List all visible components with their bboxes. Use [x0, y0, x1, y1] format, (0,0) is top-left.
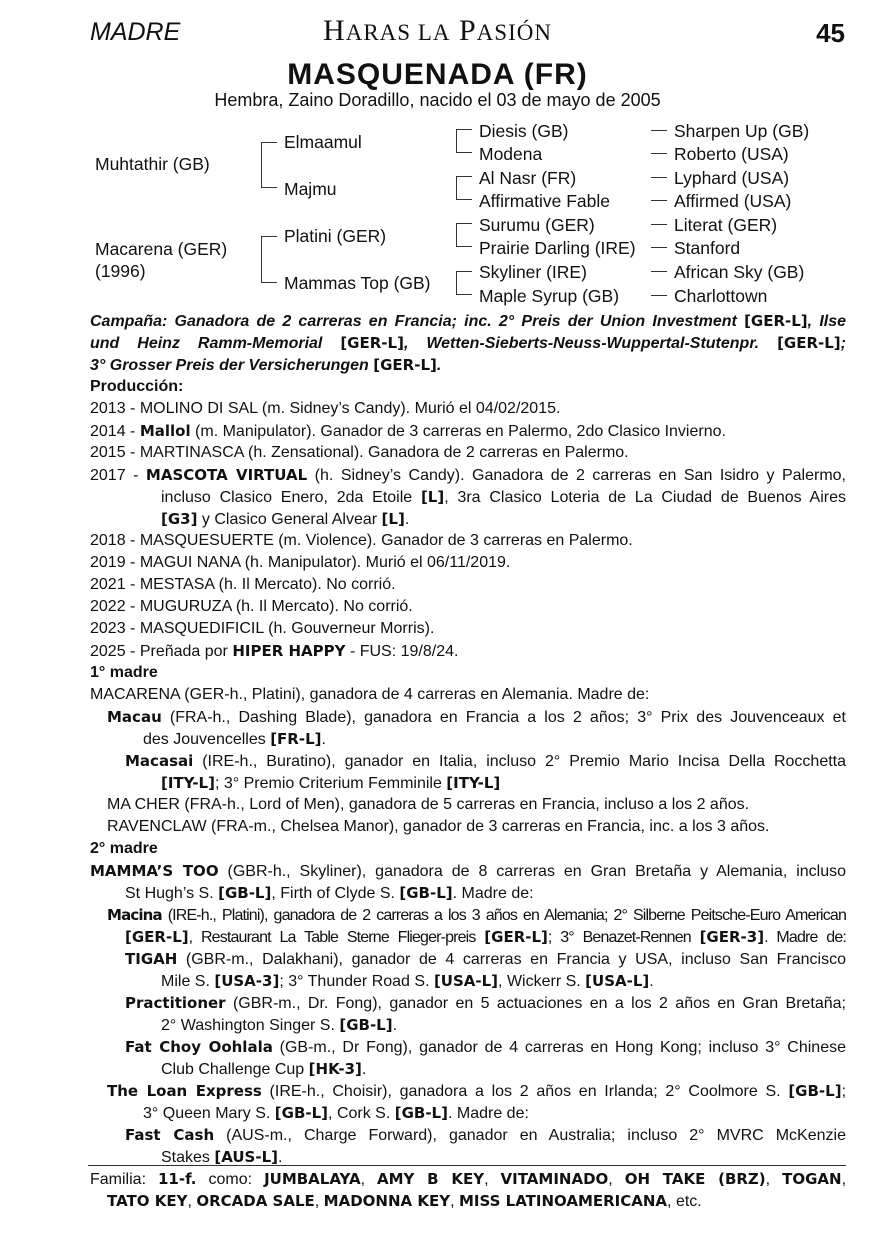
offspring-2018: 2018 - MASQUESUERTE (m. Violence). Ganador de 3 carreras en Palermo. — [90, 532, 633, 549]
document-body: Campaña: Ganadora de 2 carreras en Francia; inc. 2° Preis der Union Investment [GER-L], Ilse und Heinz Ramm-Memorial [GER-L], Wetten-Sieberts-Neuss-Wuppertal-Stutenpr. [GER-L]; 3° Grosser Preis der Versicherungen [GER-L]. Producción: 2013 - MOLINO DI SAL (m. Sidney’s Candy). Murió el 04/02/2015. 2014 - Mallol (m. Manipulator). Ganador de 3 carreras en Palermo, 2do Clasico Invierno. 2015 - MARTINASCA (h. Zensational). Ganadora de 2 carreras en Palermo. 2017 - MASCOTA VIRTUAL (h. Sidney’s Candy). Ganadora de 2 carreras en San Isidro y Palermo, incluso Clasico Enero, 2da Etoile [L], 3ra Clasico Loteria de La Ciudad de Buenos Aires [G3] y Clasico General Alvear [L]. 2018 - MASQUESUERTE (m. Violence). Ganador de 3 carreras en Palermo. 2019 - MAGUI NANA (h. Manipulator). Murió el 06/11/2019. 2021 - MESTASA (h. Il Mercato). No corrió. 2022 - MUGURUZA (h. Il Mercato). No corrió. 2023 - MASQUEDIFICIL (h. Gouverneur Morris). 2025 - Preñada por HIPER HAPPY - FUS: 19/8/24. 1° madre MACARENA (GER-h., Platini), ganadora de 4 carreras en Alemania. Madre de: Macau (FRA-h., Dashing Blade), ganadora en Francia a los 2 años; 3° Prix des Jouvenceaux et des Jouvencelles [FR-L]. Macasai (IRE-h., Buratino), ganador en Italia, incluso 2° Premio Mario Incisa Della Rocchetta [ITY-L]; 3° Premio Criterium Femminile [ITY-L] MA CHER (FRA-h., Lord of Men), ganadora de 5 carreras en Francia, incluso a los 2 años. RAVENCLAW (FRA-m., Chelsea Manor), ganador de 3 carreras en Francia, inc. a los 3 años. 2° madre MAMMA’S TOO (GBR-h., Skyliner), ganadora de 8 carreras en Gran Bretaña y Alemania, incluso St Hugh’s S. [GB-L], Firth of Clyde S. [GB-L]. Madre de: Macina (IRE-h., Platini), ganadora de 2 carreras a los 3 años en Alemania; 2° Silberne Peitsche-Euro American [GER-L], Restaurant La Table Sterne Flieger-preis [GER-L]; 3° Benazet-Rennen [GER-3]. Madre de: TIGAH (GBR-m., Dalakhani), ganador de 4 carreras en Francia y USA, incluso San Francisco Mile S. [USA-3]; 3° Thunder Road S. [USA-L], Wickerr S. [USA-L]. Practitioner (GBR-m., Dr. Fong), ganador en 5 actuaciones en a los 2 años en Gran Bretaña; 2° Washington Singer S. [GB-L]. Fat Choy Oohlala (GB-m., Dr Fong), ganador de 4 carreras en Hong Kong; incluso 3° Chinese Club Challenge Cup [HK-3]. The Loan Express (IRE-h., Choisir), ganadora a los 2 años en Irlanda; 2° Coolmore S. [GB-L]; 3° Queen Mary S. [GB-L], Cork S. [GB-L]. Madre de: Fast Cash (AUS-m., Charge Forward), ganador en Australia; incluso 2° MVRC McKenzie Stakes [AUS-L]. — [90, 312, 847, 1166]
header-title: HARAS LA PASIÓN — [323, 14, 552, 47]
progeny-macina: Macina (IRE-h., Platini), ganadora de 2 carreras a los 3 años en Alemania; 2° Silberne Peitsche-Euro American — [107, 906, 846, 924]
header-section-label: MADRE — [90, 18, 181, 46]
section-heading-madre1: 1° madre — [90, 664, 158, 681]
offspring-2021: 2021 - MESTASA (h. Il Mercato). No corrió. — [90, 576, 396, 593]
offspring-2022: 2022 - MUGURUZA (h. Il Mercato). No corrió. — [90, 598, 413, 615]
progeny-fast-cash: Fast Cash (AUS-m., Charge Forward), ganador en Australia; incluso 2° MVRC McKenzie — [125, 1126, 846, 1144]
offspring-2023: 2023 - MASQUEDIFICIL (h. Gouverneur Morris). — [90, 620, 435, 637]
horse-name-title: MASQUENADA (FR) — [287, 58, 588, 91]
pedigree-gen3: Affirmative Fable — [479, 191, 610, 211]
pedigree-gen3: Surumu (GER) — [479, 215, 595, 235]
pedigree-gen4: Lyphard (USA) — [674, 168, 790, 188]
pedigree-dam: Macarena (GER) — [95, 239, 228, 259]
progeny-tigah: TIGAH (GBR-m., Dalakhani), ganador de 4 carreras en Francia y USA, incluso San Francisco — [125, 950, 846, 968]
dam-entry: MACARENA (GER-h., Platini), ganadora de 4 carreras en Alemania. Madre de: — [90, 686, 650, 703]
campaign-paragraph: Campaña: Ganadora de 2 carreras en Francia; inc. 2° Preis der Union Investment [GER-L], Ilse und Heinz Ramm-Memorial [GER-L], Wetten-Sieberts-Neuss-Wuppertal-Stutenpr. [GER-L]; 3° Grosser Preis der Versicherungen [GER-L]. — [90, 312, 847, 374]
bracket — [456, 271, 457, 294]
offspring-2017: 2017 - MASCOTA VIRTUAL (h. Sidney’s Candy). Ganadora de 2 carreras en San Isidro y Palermo, — [90, 466, 847, 484]
offspring-2014: 2014 - Mallol (m. Manipulator). Ganador de 3 carreras en Palermo, 2do Clasico Invierno. — [90, 422, 726, 440]
pedigree-gen3: Modena — [479, 144, 543, 164]
pedigree-gen2: Platini (GER) — [284, 226, 387, 246]
pedigree-gen4: Roberto (USA) — [674, 144, 789, 164]
progeny-the-loan-express: The Loan Express (IRE-h., Choisir), ganadora a los 2 años en Irlanda; 2° Coolmore S. [GB-L]; — [107, 1082, 847, 1100]
horse-description: Hembra, Zaino Doradillo, nacido el 03 de mayo de 2005 — [214, 90, 661, 110]
pedigree-gen3: Diesis (GB) — [479, 121, 569, 141]
bracket — [456, 176, 457, 199]
progeny-macher: MA CHER (FRA-h., Lord of Men), ganadora de 5 carreras en Francia, incluso a los 2 años. — [107, 796, 750, 813]
progeny-macasai: Macasai (IRE-h., Buratino), ganador en Italia, incluso 2° Premio Mario Incisa Della Rocchetta — [125, 752, 846, 770]
pedigree-gen4: Affirmed (USA) — [674, 191, 792, 211]
bracket — [261, 236, 262, 282]
pedigree-gen3: Prairie Darling (IRE) — [479, 238, 636, 258]
bracket — [261, 142, 262, 187]
offspring-2019: 2019 - MAGUI NANA (h. Manipulator). Murió el 06/11/2019. — [90, 554, 511, 571]
offspring-2013: 2013 - MOLINO DI SAL (m. Sidney’s Candy). Murió el 04/02/2015. — [90, 400, 561, 417]
pedigree-gen2: Elmaamul — [284, 132, 362, 152]
footer-divider — [88, 1165, 846, 1166]
pedigree-gen3: Al Nasr (FR) — [479, 168, 577, 188]
pedigree-dam-year: (1996) — [95, 261, 146, 281]
pedigree-gen4: Charlottown — [674, 286, 768, 306]
pedigree-gen3: Skyliner (IRE) — [479, 262, 587, 282]
section-heading-madre2: 2° madre — [90, 840, 158, 857]
offspring-2025: 2025 - Preñada por HIPER HAPPY - FUS: 19/8/24. — [90, 642, 459, 660]
pedigree-gen2: Majmu — [284, 179, 337, 199]
pedigree-gen4: Literat (GER) — [674, 215, 778, 235]
progeny-fat-choy-oohlala: Fat Choy Oohlala (GB-m., Dr Fong), ganador de 4 carreras en Hong Kong; incluso 3° Chinese — [125, 1038, 847, 1056]
progeny-ravenclaw: RAVENCLAW (FRA-m., Chelsea Manor), ganador de 3 carreras en Francia, inc. a los 3 años. — [107, 818, 770, 835]
pedigree-gen2: Mammas Top (GB) — [284, 273, 431, 293]
dam-entry: MAMMA’S TOO (GBR-h., Skyliner), ganadora de 8 carreras en Gran Bretaña y Alemania, incluso — [90, 862, 846, 880]
bracket — [456, 129, 457, 152]
section-heading-produccion: Producción: — [90, 378, 184, 395]
page-number: 45 — [816, 18, 845, 48]
pedigree-sire: Muhtathir (GB) — [95, 154, 210, 174]
progeny-macau: Macau (FRA-h., Dashing Blade), ganadora en Francia a los 2 años; 3° Prix des Jouvenceaux et — [107, 708, 846, 726]
bracket — [456, 223, 457, 246]
familia-section: Familia: 11-f. como: JUMBALAYA, AMY B KEY, VITAMINADO, OH TAKE (BRZ), TOGAN, TATO KEY, ORCADA SALE, MADONNA KEY, MISS LATINOAMERICANA, etc. — [90, 1170, 847, 1210]
offspring-2015: 2015 - MARTINASCA (h. Zensational). Ganadora de 2 carreras en Palermo. — [90, 444, 629, 461]
pedigree-gen4: Sharpen Up (GB) — [674, 121, 810, 141]
pedigree-gen3: Maple Syrup (GB) — [479, 286, 620, 306]
pedigree-gen4: African Sky (GB) — [674, 262, 805, 282]
progeny-practitioner: Practitioner (GBR-m., Dr. Fong), ganador en 5 actuaciones en a los 2 años en Gran Bretaña; — [125, 994, 846, 1012]
pedigree-gen4: Stanford — [674, 238, 741, 258]
